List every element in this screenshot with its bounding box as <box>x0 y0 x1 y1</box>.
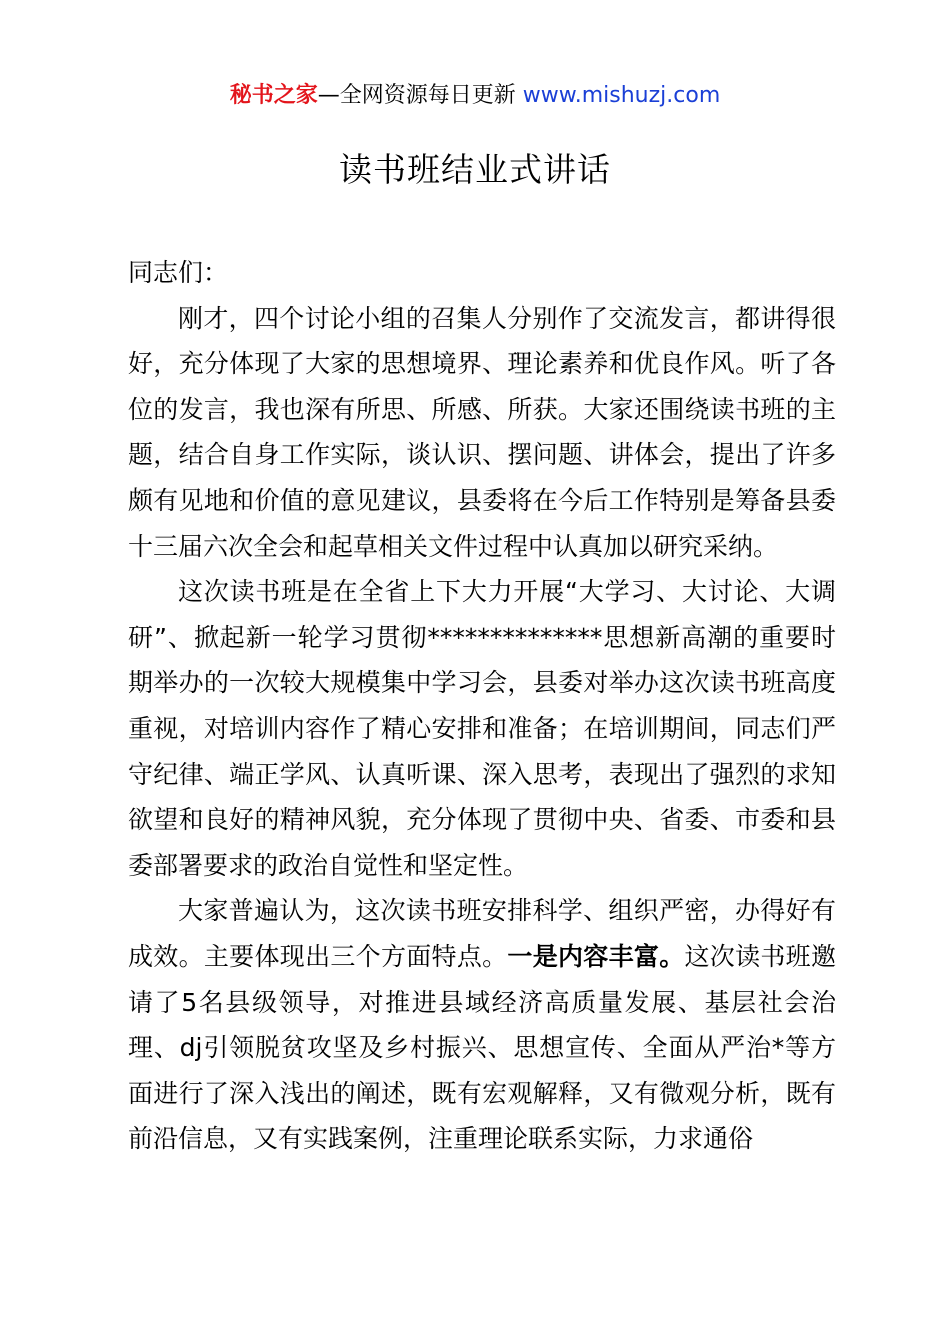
salutation: 同志们： <box>128 258 229 287</box>
header-tagline: —全网资源每日更新 <box>317 83 516 108</box>
paragraph-3-bold-point: 一是内容丰富。 <box>507 941 685 971</box>
document-title: 读书班结业式讲话 <box>339 150 611 189</box>
site-header <box>0 78 950 114</box>
paragraph-3-detail: 这次读书班邀请了5名县级领导，对推进县域经济高质量发展、基层社会治理、dj引领脱贫攻坚及乡村振兴、思想宣传、全面从严治*等方面进行了深入浅出的阐述，既有宏观解释，又有微观分析，既有前沿信息，又有实践案例，注重理论联系实际，力求通俗 <box>128 941 836 1154</box>
site-url-link[interactable]: www.mishuzj.com <box>522 83 721 108</box>
document-body <box>128 250 836 1162</box>
paragraph-3 <box>128 888 836 1162</box>
paragraph-2: 这次读书班是在全省上下大力开展“大学习、大讨论、大调研”、掀起新一轮学习贯彻**************思想新高潮的重要时期举办的一次较大规模集中学习会，县委对举办这次读书班高度重视，对培训内容作了精心安排和准备；在培训期间，同志们严守纪律、端正学风、认真听课、深入思考，表现出了强烈的求知欲望和良好的精神风貌，充分体现了贯彻中央、省委、市委和县委部署要求的政治自觉性和坚定性。 <box>128 577 836 880</box>
brand-name: 秘书之家 <box>229 83 318 108</box>
paragraph-3-intro: 大家普遍认为，这次读书班安排科学、组织严密，办得好有成效。主要体现出三个方面特点。 <box>128 896 836 971</box>
paragraph-1: 刚才，四个讨论小组的召集人分别作了交流发言，都讲得很好，充分体现了大家的思想境界、理论素养和优良作风。听了各位的发言，我也深有所思、所感、所获。大家还围绕读书班的主题，结合自身工作实际，谈认识、摆问题、讲体会，提出了许多颇有见地和价值的意见建议，县委将在今后工作特别是筹备县委十三届六次全会和起草相关文件过程中认真加以研究采纳。 <box>128 303 836 561</box>
